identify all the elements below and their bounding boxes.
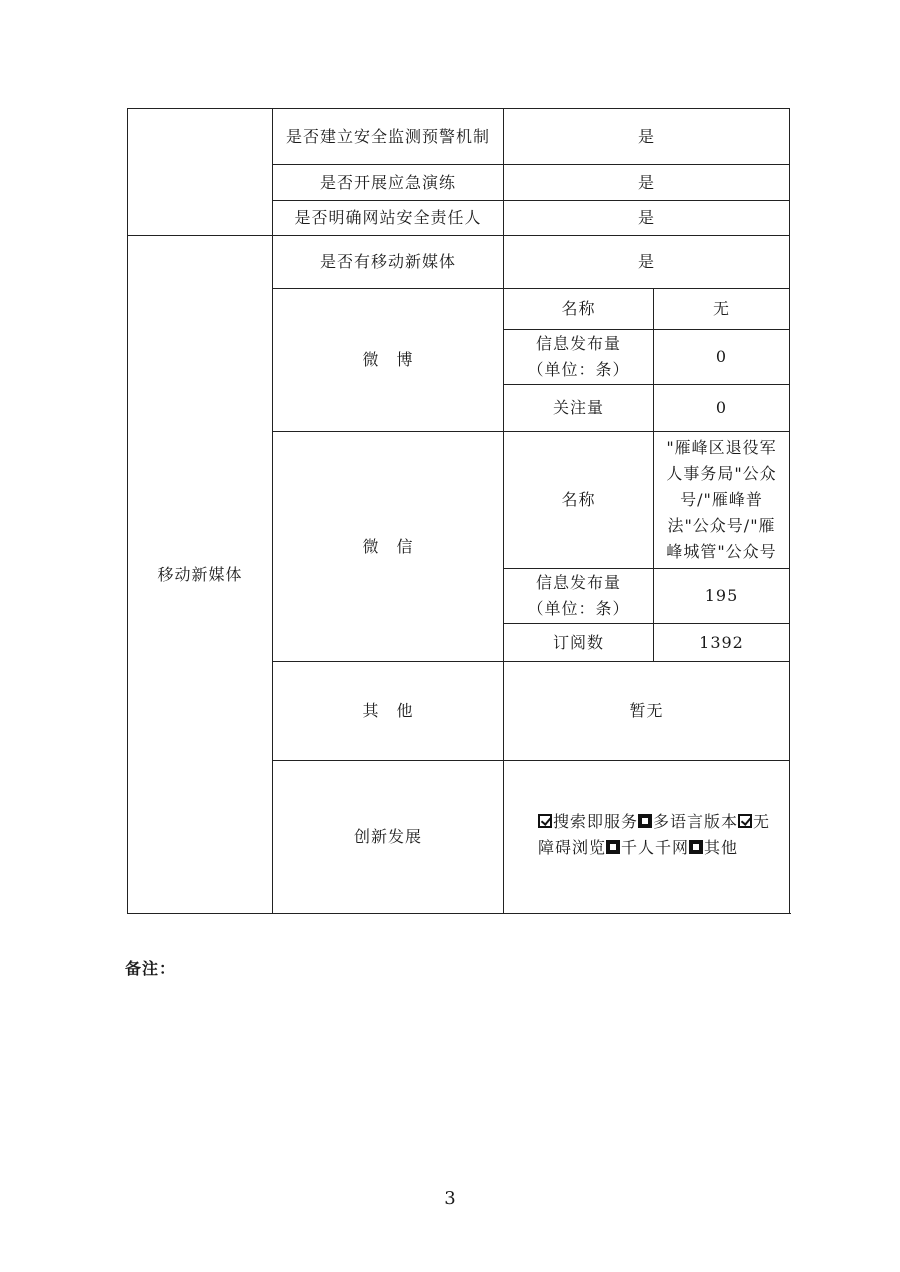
security-section-cell xyxy=(128,109,273,236)
checkbox-icon[interactable] xyxy=(738,814,752,828)
monitoring-label: 是否建立安全监测预警机制 xyxy=(273,109,504,165)
drill-label: 是否开展应急演练 xyxy=(273,165,504,201)
checkbox-icon[interactable] xyxy=(638,814,652,828)
page-number: 3 xyxy=(444,1188,456,1209)
wechat-name-label: 名称 xyxy=(504,432,654,569)
weibo-posts-value: 0 xyxy=(654,330,790,385)
wechat-posts-value: 195 xyxy=(654,569,790,624)
wechat-subscribers-label: 订阅数 xyxy=(504,624,654,662)
responsible-label: 是否明确网站安全责任人 xyxy=(273,201,504,236)
monitoring-value: 是 xyxy=(504,109,790,165)
wechat-name-value: "雁峰区退役军人事务局"公众号/"雁峰普法"公众号/"雁峰城管"公众号 xyxy=(654,432,790,569)
has-media-label: 是否有移动新媒体 xyxy=(273,236,504,289)
mobile-section-label: 移动新媒体 xyxy=(128,236,273,914)
checkbox-icon[interactable] xyxy=(538,814,552,828)
option-label: 搜索即服务 xyxy=(553,812,639,831)
checkbox-icon[interactable] xyxy=(689,840,703,854)
wechat-label: 微 信 xyxy=(273,432,504,662)
drill-value: 是 xyxy=(504,165,790,201)
weibo-followers-value: 0 xyxy=(654,385,790,432)
responsible-value: 是 xyxy=(504,201,790,236)
table-row xyxy=(128,109,790,165)
option-label: 其他 xyxy=(704,838,739,857)
weibo-followers-label: 关注量 xyxy=(504,385,654,432)
weibo-name-label: 名称 xyxy=(504,289,654,330)
weibo-posts-label: 信息发布量（单位：条） xyxy=(504,330,654,385)
wechat-subscribers-value: 1392 xyxy=(654,624,790,662)
option-label: 无障碍浏览 xyxy=(538,812,771,857)
has-media-value: 是 xyxy=(504,236,790,289)
remarks-label: 备注： xyxy=(125,959,177,978)
innovation-options xyxy=(504,761,790,914)
table-row xyxy=(128,236,790,289)
website-report-table xyxy=(127,108,790,914)
other-label: 其 他 xyxy=(273,662,504,761)
innovation-label: 创新发展 xyxy=(273,761,504,914)
option-label: 千人千网 xyxy=(621,838,690,857)
option-label: 多语言版本 xyxy=(653,812,739,831)
other-value: 暂无 xyxy=(504,662,790,761)
checkbox-icon[interactable] xyxy=(606,840,620,854)
weibo-label: 微 博 xyxy=(273,289,504,432)
weibo-name-value: 无 xyxy=(654,289,790,330)
wechat-posts-label: 信息发布量（单位：条） xyxy=(504,569,654,624)
